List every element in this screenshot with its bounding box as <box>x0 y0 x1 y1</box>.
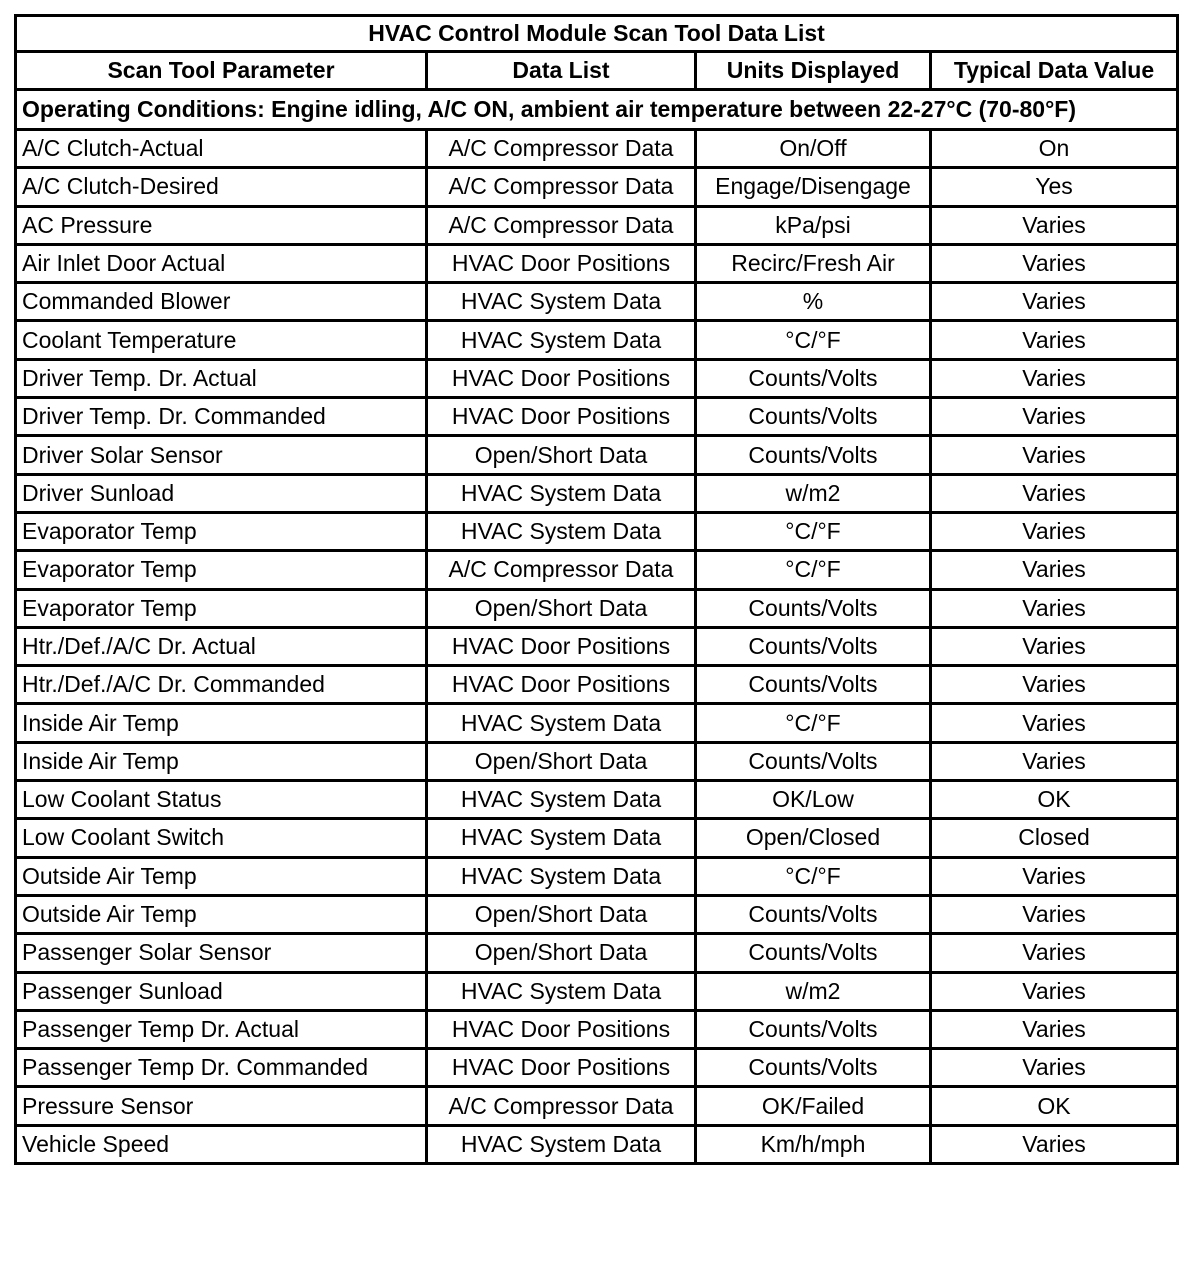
units-cell: On/Off <box>696 130 931 168</box>
table-row <box>16 972 1178 1010</box>
data-list-cell: HVAC Door Positions <box>427 244 696 282</box>
data-list-cell: HVAC Door Positions <box>427 627 696 665</box>
parameter-cell: Coolant Temperature <box>16 321 427 359</box>
typical-value-cell: On <box>931 130 1178 168</box>
data-list-cell: HVAC System Data <box>427 321 696 359</box>
data-list-cell: A/C Compressor Data <box>427 168 696 206</box>
table-row <box>16 168 1178 206</box>
table-row <box>16 1049 1178 1087</box>
typical-value-cell: Closed <box>931 819 1178 857</box>
data-list-cell: A/C Compressor Data <box>427 551 696 589</box>
typical-value-cell: Varies <box>931 321 1178 359</box>
units-cell: OK/Low <box>696 781 931 819</box>
scan-tool-data-table <box>14 14 1179 1165</box>
parameter-cell: Passenger Temp Dr. Commanded <box>16 1049 427 1087</box>
data-list-cell: A/C Compressor Data <box>427 130 696 168</box>
typical-value-cell: Varies <box>931 359 1178 397</box>
units-cell: °C/°F <box>696 857 931 895</box>
typical-value-cell: Varies <box>931 857 1178 895</box>
parameter-cell: Vehicle Speed <box>16 1125 427 1163</box>
table-row <box>16 359 1178 397</box>
typical-value-cell: Varies <box>931 206 1178 244</box>
data-list-cell: HVAC System Data <box>427 857 696 895</box>
parameter-cell: Outside Air Temp <box>16 857 427 895</box>
data-list-cell: HVAC System Data <box>427 972 696 1010</box>
table-row <box>16 1087 1178 1125</box>
parameter-cell: Low Coolant Status <box>16 781 427 819</box>
parameter-cell: Commanded Blower <box>16 283 427 321</box>
units-cell: Counts/Volts <box>696 666 931 704</box>
data-list-cell: HVAC Door Positions <box>427 666 696 704</box>
units-cell: % <box>696 283 931 321</box>
data-list-cell: A/C Compressor Data <box>427 1087 696 1125</box>
parameter-cell: Evaporator Temp <box>16 512 427 550</box>
typical-value-cell: Varies <box>931 972 1178 1010</box>
typical-value-cell: Varies <box>931 742 1178 780</box>
table-row <box>16 589 1178 627</box>
column-header-units: Units Displayed <box>696 52 931 90</box>
table-row <box>16 704 1178 742</box>
parameter-cell: Driver Solar Sensor <box>16 436 427 474</box>
data-list-cell: HVAC System Data <box>427 283 696 321</box>
data-list-cell: HVAC Door Positions <box>427 1010 696 1048</box>
units-cell: Counts/Volts <box>696 359 931 397</box>
parameter-cell: A/C Clutch-Desired <box>16 168 427 206</box>
parameter-cell: Evaporator Temp <box>16 589 427 627</box>
data-list-cell: A/C Compressor Data <box>427 206 696 244</box>
table-row <box>16 551 1178 589</box>
parameter-cell: Passenger Sunload <box>16 972 427 1010</box>
parameter-cell: Passenger Temp Dr. Actual <box>16 1010 427 1048</box>
units-cell: Counts/Volts <box>696 1010 931 1048</box>
units-cell: Counts/Volts <box>696 627 931 665</box>
parameter-cell: Evaporator Temp <box>16 551 427 589</box>
typical-value-cell: Varies <box>931 398 1178 436</box>
units-cell: Counts/Volts <box>696 398 931 436</box>
typical-value-cell: OK <box>931 1087 1178 1125</box>
parameter-cell: Inside Air Temp <box>16 704 427 742</box>
typical-value-cell: Varies <box>931 895 1178 933</box>
operating-conditions-row <box>16 90 1178 130</box>
units-cell: OK/Failed <box>696 1087 931 1125</box>
units-cell: °C/°F <box>696 512 931 550</box>
table-header-row <box>16 52 1178 90</box>
table-title: HVAC Control Module Scan Tool Data List <box>16 16 1178 52</box>
data-list-cell: HVAC System Data <box>427 819 696 857</box>
data-list-cell: Open/Short Data <box>427 436 696 474</box>
units-cell: kPa/psi <box>696 206 931 244</box>
data-list-cell: HVAC Door Positions <box>427 359 696 397</box>
table-row <box>16 398 1178 436</box>
parameter-cell: A/C Clutch-Actual <box>16 130 427 168</box>
table-row <box>16 781 1178 819</box>
parameter-cell: AC Pressure <box>16 206 427 244</box>
data-list-cell: Open/Short Data <box>427 589 696 627</box>
units-cell: w/m2 <box>696 474 931 512</box>
table-row <box>16 627 1178 665</box>
parameter-cell: Driver Sunload <box>16 474 427 512</box>
parameter-cell: Htr./Def./A/C Dr. Actual <box>16 627 427 665</box>
units-cell: Counts/Volts <box>696 895 931 933</box>
units-cell: Counts/Volts <box>696 589 931 627</box>
data-list-cell: HVAC System Data <box>427 1125 696 1163</box>
parameter-cell: Inside Air Temp <box>16 742 427 780</box>
parameter-cell: Outside Air Temp <box>16 895 427 933</box>
parameter-cell: Driver Temp. Dr. Commanded <box>16 398 427 436</box>
units-cell: Km/h/mph <box>696 1125 931 1163</box>
typical-value-cell: Varies <box>931 551 1178 589</box>
operating-conditions: Operating Conditions: Engine idling, A/C ON, ambient air temperature between 22-27°C (70-80°F) <box>16 90 1178 130</box>
table-row <box>16 895 1178 933</box>
table-row <box>16 206 1178 244</box>
data-list-cell: HVAC Door Positions <box>427 1049 696 1087</box>
parameter-cell: Low Coolant Switch <box>16 819 427 857</box>
table-row <box>16 934 1178 972</box>
units-cell: °C/°F <box>696 551 931 589</box>
data-list-cell: HVAC Door Positions <box>427 398 696 436</box>
parameter-cell: Pressure Sensor <box>16 1087 427 1125</box>
table-body <box>16 90 1178 1164</box>
typical-value-cell: Varies <box>931 1125 1178 1163</box>
table-row <box>16 436 1178 474</box>
typical-value-cell: Varies <box>931 589 1178 627</box>
table-row <box>16 130 1178 168</box>
units-cell: Engage/Disengage <box>696 168 931 206</box>
typical-value-cell: Varies <box>931 704 1178 742</box>
units-cell: °C/°F <box>696 704 931 742</box>
data-list-cell: HVAC System Data <box>427 781 696 819</box>
units-cell: Open/Closed <box>696 819 931 857</box>
table-row <box>16 474 1178 512</box>
table-row <box>16 283 1178 321</box>
typical-value-cell: Varies <box>931 244 1178 282</box>
table-row <box>16 244 1178 282</box>
typical-value-cell: Varies <box>931 512 1178 550</box>
data-list-cell: HVAC System Data <box>427 704 696 742</box>
table-row <box>16 819 1178 857</box>
parameter-cell: Htr./Def./A/C Dr. Commanded <box>16 666 427 704</box>
units-cell: Counts/Volts <box>696 436 931 474</box>
units-cell: w/m2 <box>696 972 931 1010</box>
typical-value-cell: Varies <box>931 474 1178 512</box>
table-row <box>16 321 1178 359</box>
typical-value-cell: Varies <box>931 666 1178 704</box>
table-row <box>16 1010 1178 1048</box>
typical-value-cell: Varies <box>931 1049 1178 1087</box>
data-list-cell: HVAC System Data <box>427 474 696 512</box>
table-row <box>16 1125 1178 1163</box>
typical-value-cell: OK <box>931 781 1178 819</box>
column-header-parameter: Scan Tool Parameter <box>16 52 427 90</box>
table-title-row <box>16 16 1178 52</box>
data-list-cell: Open/Short Data <box>427 934 696 972</box>
units-cell: °C/°F <box>696 321 931 359</box>
column-header-data-list: Data List <box>427 52 696 90</box>
units-cell: Counts/Volts <box>696 1049 931 1087</box>
data-list-cell: Open/Short Data <box>427 895 696 933</box>
parameter-cell: Passenger Solar Sensor <box>16 934 427 972</box>
typical-value-cell: Varies <box>931 627 1178 665</box>
typical-value-cell: Varies <box>931 283 1178 321</box>
units-cell: Counts/Volts <box>696 742 931 780</box>
parameter-cell: Driver Temp. Dr. Actual <box>16 359 427 397</box>
typical-value-cell: Varies <box>931 436 1178 474</box>
typical-value-cell: Varies <box>931 934 1178 972</box>
table-row <box>16 666 1178 704</box>
column-header-typical-value: Typical Data Value <box>931 52 1178 90</box>
table-row <box>16 512 1178 550</box>
data-list-cell: HVAC System Data <box>427 512 696 550</box>
data-list-cell: Open/Short Data <box>427 742 696 780</box>
typical-value-cell: Yes <box>931 168 1178 206</box>
typical-value-cell: Varies <box>931 1010 1178 1048</box>
parameter-cell: Air Inlet Door Actual <box>16 244 427 282</box>
units-cell: Counts/Volts <box>696 934 931 972</box>
table-row <box>16 742 1178 780</box>
units-cell: Recirc/Fresh Air <box>696 244 931 282</box>
table-row <box>16 857 1178 895</box>
